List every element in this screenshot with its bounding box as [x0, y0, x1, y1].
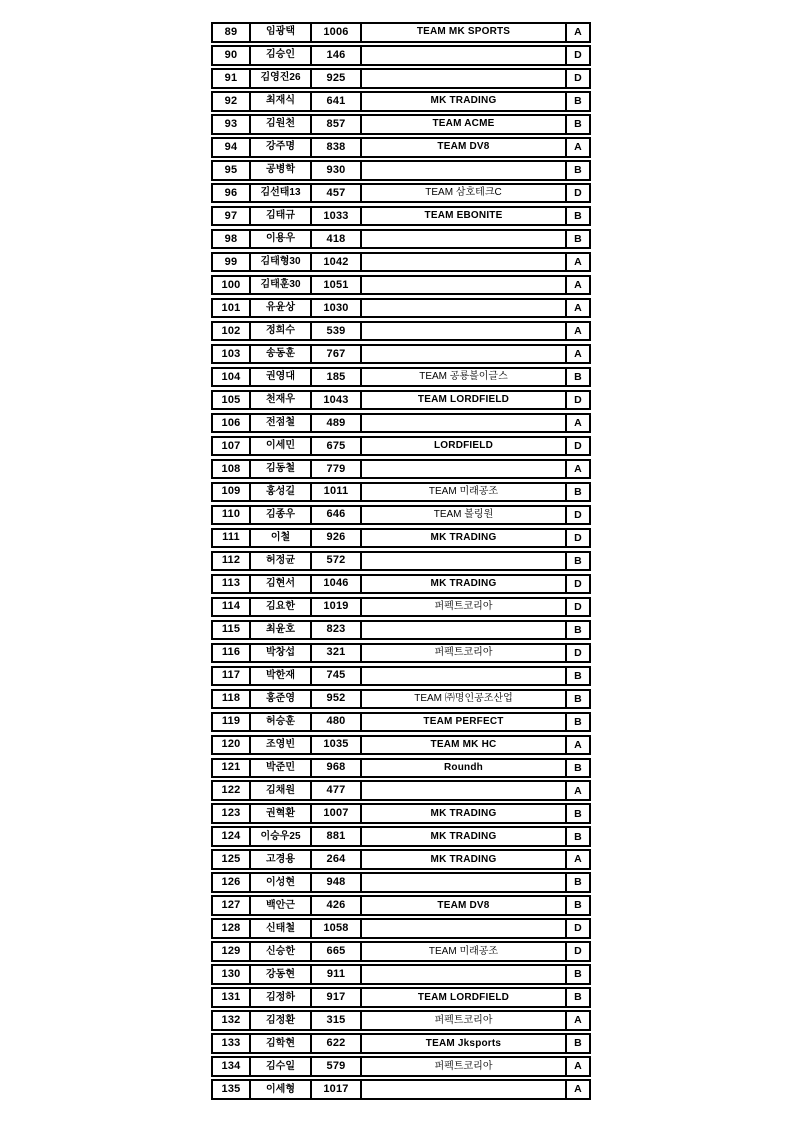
number-cell: 823: [312, 622, 362, 639]
team-cell: TEAM 미래공조: [362, 484, 567, 501]
number-cell: 1058: [312, 920, 362, 937]
team-cell: MK TRADING: [362, 530, 567, 547]
name-cell: 김정하: [251, 989, 312, 1006]
name-cell: 김정환: [251, 1012, 312, 1029]
name-cell: 천재우: [251, 392, 312, 409]
team-cell: [362, 162, 567, 179]
name-cell: 김현서: [251, 576, 312, 593]
team-cell: TEAM ACME: [362, 116, 567, 133]
grade-cell: D: [574, 600, 582, 613]
team-cell: 퍼펙트코리아: [362, 645, 567, 662]
table-row: [211, 895, 591, 916]
table-row: [211, 1056, 591, 1077]
team-cell: TEAM 삼호테크C: [362, 185, 567, 202]
grade-cell: A: [574, 853, 582, 866]
name-cell: 조영빈: [251, 737, 312, 754]
rank-cell: 124: [213, 828, 251, 845]
rank-cell: 119: [213, 714, 251, 731]
grade-cell: A: [574, 278, 582, 291]
number-cell: 881: [312, 828, 362, 845]
number-cell: 1043: [312, 392, 362, 409]
team-cell: [362, 461, 567, 478]
rank-cell: 113: [213, 576, 251, 593]
team-cell: TEAM 미래공조: [362, 943, 567, 960]
team-cell: [362, 1081, 567, 1098]
grade-cell: B: [574, 117, 582, 130]
rank-cell: 104: [213, 369, 251, 386]
team-cell: TEAM PERFECT: [362, 714, 567, 731]
table-row: [211, 1033, 591, 1054]
table-row: [211, 689, 591, 710]
team-cell: [362, 622, 567, 639]
number-cell: 930: [312, 162, 362, 179]
team-cell: TEAM EBONITE: [362, 208, 567, 225]
table-row: [211, 275, 591, 296]
number-cell: 926: [312, 530, 362, 547]
name-cell: 허정균: [251, 553, 312, 570]
grade-cell: B: [574, 899, 582, 912]
grade-cell: D: [574, 945, 582, 958]
grade-cell: A: [574, 738, 582, 751]
number-cell: 917: [312, 989, 362, 1006]
rank-cell: 130: [213, 966, 251, 983]
team-cell: MK TRADING: [362, 805, 567, 822]
rank-cell: 116: [213, 645, 251, 662]
roster-table: [211, 22, 591, 1102]
rank-cell: 132: [213, 1012, 251, 1029]
name-cell: 김승인: [251, 47, 312, 64]
rank-cell: 110: [213, 507, 251, 524]
name-cell: 홍성길: [251, 484, 312, 501]
table-row: [211, 826, 591, 847]
table-row: [211, 872, 591, 893]
number-cell: 146: [312, 47, 362, 64]
number-cell: 925: [312, 70, 362, 87]
table-row: [211, 91, 591, 112]
team-cell: [362, 553, 567, 570]
rank-cell: 134: [213, 1058, 251, 1075]
team-cell: TEAM DV8: [362, 139, 567, 156]
number-cell: 779: [312, 461, 362, 478]
number-cell: 1006: [312, 24, 362, 41]
rank-cell: 94: [213, 139, 251, 156]
table-row: [211, 413, 591, 434]
name-cell: 김태형30: [251, 254, 312, 271]
number-cell: 675: [312, 438, 362, 455]
name-cell: 김원천: [251, 116, 312, 133]
name-cell: 홍준영: [251, 691, 312, 708]
team-cell: [362, 346, 567, 363]
rank-cell: 95: [213, 162, 251, 179]
team-cell: [362, 70, 567, 87]
name-cell: 최윤호: [251, 622, 312, 639]
team-cell: TEAM 공룡볼이글스: [362, 369, 567, 386]
grade-cell: B: [574, 807, 582, 820]
table-row: [211, 849, 591, 870]
table-row: [211, 482, 591, 503]
grade-cell: B: [574, 554, 582, 567]
name-cell: 김요한: [251, 599, 312, 616]
team-cell: TEAM MK HC: [362, 737, 567, 754]
grade-cell: D: [574, 577, 582, 590]
name-cell: 권혁환: [251, 805, 312, 822]
grade-cell: B: [574, 232, 582, 245]
name-cell: 전점철: [251, 415, 312, 432]
name-cell: 이철: [251, 530, 312, 547]
number-cell: 185: [312, 369, 362, 386]
team-cell: [362, 920, 567, 937]
number-cell: 539: [312, 323, 362, 340]
number-cell: 968: [312, 760, 362, 777]
grade-cell: A: [574, 1060, 582, 1073]
team-cell: TEAM ㈜명인공조산업: [362, 691, 567, 708]
table-row: [211, 712, 591, 733]
team-cell: Roundh: [362, 760, 567, 777]
rank-cell: 91: [213, 70, 251, 87]
table-row: [211, 367, 591, 388]
rank-cell: 111: [213, 530, 251, 547]
name-cell: 백안근: [251, 897, 312, 914]
rank-cell: 93: [213, 116, 251, 133]
table-row: [211, 505, 591, 526]
number-cell: 457: [312, 185, 362, 202]
table-row: [211, 68, 591, 89]
number-cell: 1042: [312, 254, 362, 271]
number-cell: 646: [312, 507, 362, 524]
rank-cell: 108: [213, 461, 251, 478]
rank-cell: 122: [213, 782, 251, 799]
grade-cell: D: [574, 646, 582, 659]
rank-cell: 120: [213, 737, 251, 754]
name-cell: 권영대: [251, 369, 312, 386]
number-cell: 489: [312, 415, 362, 432]
number-cell: 1035: [312, 737, 362, 754]
team-cell: MK TRADING: [362, 93, 567, 110]
name-cell: 이세민: [251, 438, 312, 455]
grade-cell: A: [574, 416, 582, 429]
table-row: [211, 22, 591, 43]
table-row: [211, 528, 591, 549]
rank-cell: 135: [213, 1081, 251, 1098]
table-row: [211, 160, 591, 181]
grade-cell: A: [574, 784, 582, 797]
table-row: [211, 436, 591, 457]
grade-cell: A: [574, 347, 582, 360]
rank-cell: 123: [213, 805, 251, 822]
grade-cell: B: [574, 715, 582, 728]
number-cell: 1007: [312, 805, 362, 822]
rank-cell: 118: [213, 691, 251, 708]
grade-cell: B: [574, 968, 582, 981]
table-row: [211, 390, 591, 411]
table-row: [211, 344, 591, 365]
team-cell: TEAM 볼링원: [362, 507, 567, 524]
team-cell: [362, 254, 567, 271]
number-cell: 480: [312, 714, 362, 731]
name-cell: 신태철: [251, 920, 312, 937]
name-cell: 강동현: [251, 966, 312, 983]
rank-cell: 105: [213, 392, 251, 409]
grade-cell: A: [574, 1083, 582, 1096]
number-cell: 1033: [312, 208, 362, 225]
grade-cell: D: [574, 393, 582, 406]
rank-cell: 133: [213, 1035, 251, 1052]
team-cell: [362, 231, 567, 248]
table-row: [211, 298, 591, 319]
team-cell: [362, 415, 567, 432]
table-row: [211, 45, 591, 66]
table-row: [211, 229, 591, 250]
rank-cell: 114: [213, 599, 251, 616]
number-cell: 1030: [312, 300, 362, 317]
team-cell: [362, 874, 567, 891]
rank-cell: 99: [213, 254, 251, 271]
table-row: [211, 114, 591, 135]
number-cell: 911: [312, 966, 362, 983]
name-cell: 이세형: [251, 1081, 312, 1098]
grade-cell: A: [574, 140, 582, 153]
number-cell: 952: [312, 691, 362, 708]
team-cell: MK TRADING: [362, 851, 567, 868]
table-row: [211, 620, 591, 641]
grade-cell: A: [574, 1014, 582, 1027]
team-cell: TEAM DV8: [362, 897, 567, 914]
team-cell: 퍼펙트코리아: [362, 1012, 567, 1029]
grade-cell: D: [574, 49, 582, 62]
rank-cell: 112: [213, 553, 251, 570]
name-cell: 최재식: [251, 93, 312, 110]
number-cell: 622: [312, 1035, 362, 1052]
name-cell: 김태훈30: [251, 277, 312, 294]
table-row: [211, 252, 591, 273]
rank-cell: 115: [213, 622, 251, 639]
rank-cell: 96: [213, 185, 251, 202]
name-cell: 김태규: [251, 208, 312, 225]
team-cell: [362, 782, 567, 799]
name-cell: 공병학: [251, 162, 312, 179]
table-row: [211, 1010, 591, 1031]
table-row: [211, 918, 591, 939]
number-cell: 857: [312, 116, 362, 133]
team-cell: TEAM LORDFIELD: [362, 989, 567, 1006]
team-cell: LORDFIELD: [362, 438, 567, 455]
rank-cell: 109: [213, 484, 251, 501]
rank-cell: 131: [213, 989, 251, 1006]
number-cell: 572: [312, 553, 362, 570]
table-row: [211, 574, 591, 595]
table-row: [211, 551, 591, 572]
rank-cell: 106: [213, 415, 251, 432]
rank-cell: 97: [213, 208, 251, 225]
team-cell: [362, 323, 567, 340]
name-cell: 김채원: [251, 782, 312, 799]
name-cell: 송동훈: [251, 346, 312, 363]
number-cell: 315: [312, 1012, 362, 1029]
name-cell: 임광택: [251, 24, 312, 41]
rank-cell: 90: [213, 47, 251, 64]
grade-cell: D: [574, 531, 582, 544]
grade-cell: B: [574, 95, 582, 107]
name-cell: 이용우: [251, 231, 312, 248]
rank-cell: 129: [213, 943, 251, 960]
table-row: [211, 666, 591, 687]
name-cell: 박준민: [251, 760, 312, 777]
name-cell: 이승우25: [251, 828, 312, 845]
grade-cell: D: [574, 508, 582, 521]
team-cell: [362, 966, 567, 983]
number-cell: 767: [312, 346, 362, 363]
name-cell: 김수일: [251, 1058, 312, 1075]
name-cell: 강주명: [251, 139, 312, 156]
grade-cell: B: [574, 623, 582, 636]
number-cell: 1011: [312, 484, 362, 501]
grade-cell: B: [574, 485, 582, 498]
name-cell: 유윤상: [251, 300, 312, 317]
grade-cell: A: [574, 462, 582, 475]
table-row: [211, 941, 591, 962]
rank-cell: 103: [213, 346, 251, 363]
table-row: [211, 643, 591, 664]
table-row: [211, 321, 591, 342]
team-cell: TEAM Jksports: [362, 1035, 567, 1052]
name-cell: 김동철: [251, 461, 312, 478]
grade-cell: B: [574, 761, 582, 774]
table-row: [211, 206, 591, 227]
name-cell: 고경용: [251, 851, 312, 868]
table-row: [211, 758, 591, 779]
number-cell: 1017: [312, 1081, 362, 1098]
number-cell: 321: [312, 645, 362, 662]
team-cell: [362, 47, 567, 64]
table-row: [211, 780, 591, 801]
rank-cell: 89: [213, 24, 251, 41]
number-cell: 264: [312, 851, 362, 868]
name-cell: 허승훈: [251, 714, 312, 731]
grade-cell: A: [574, 324, 582, 337]
grade-cell: B: [574, 209, 582, 222]
team-cell: 퍼펙트코리아: [362, 599, 567, 616]
number-cell: 426: [312, 897, 362, 914]
team-cell: 퍼펙트코리아: [362, 1058, 567, 1075]
grade-cell: D: [574, 72, 582, 85]
grade-cell: B: [574, 669, 582, 682]
number-cell: 1046: [312, 576, 362, 593]
table-row: [211, 597, 591, 618]
rank-cell: 107: [213, 438, 251, 455]
table-row: [211, 459, 591, 480]
rank-cell: 102: [213, 323, 251, 340]
number-cell: 477: [312, 782, 362, 799]
number-cell: 1051: [312, 277, 362, 294]
rank-cell: 127: [213, 897, 251, 914]
rank-cell: 121: [213, 760, 251, 777]
number-cell: 418: [312, 231, 362, 248]
name-cell: 이성현: [251, 874, 312, 891]
table-row: [211, 964, 591, 985]
name-cell: 김학현: [251, 1035, 312, 1052]
grade-cell: A: [574, 26, 582, 39]
number-cell: 579: [312, 1058, 362, 1075]
table-row: [211, 987, 591, 1008]
grade-cell: B: [574, 163, 582, 176]
rank-cell: 126: [213, 874, 251, 891]
grade-cell: B: [574, 991, 582, 1004]
name-cell: 신승한: [251, 943, 312, 960]
grade-cell: A: [574, 301, 582, 314]
table-row: [211, 137, 591, 158]
table-row: [211, 1079, 591, 1100]
rank-cell: 128: [213, 920, 251, 937]
rank-cell: 100: [213, 277, 251, 294]
rank-cell: 101: [213, 300, 251, 317]
name-cell: 박창섭: [251, 645, 312, 662]
name-cell: 김종우: [251, 507, 312, 524]
number-cell: 1019: [312, 599, 362, 616]
grade-cell: B: [574, 876, 582, 889]
rank-cell: 125: [213, 851, 251, 868]
grade-cell: B: [574, 692, 582, 705]
team-cell: [362, 277, 567, 294]
grade-cell: D: [574, 439, 582, 452]
rank-cell: 117: [213, 668, 251, 685]
number-cell: 665: [312, 943, 362, 960]
team-cell: MK TRADING: [362, 576, 567, 593]
grade-cell: B: [574, 370, 582, 383]
grade-cell: B: [574, 830, 582, 843]
name-cell: 정희수: [251, 323, 312, 340]
number-cell: 948: [312, 874, 362, 891]
grade-cell: A: [574, 255, 582, 268]
grade-cell: D: [574, 186, 582, 199]
table-row: [211, 183, 591, 204]
rank-cell: 98: [213, 231, 251, 248]
rank-cell: 92: [213, 93, 251, 110]
table-row: [211, 803, 591, 824]
number-cell: 641: [312, 93, 362, 110]
team-cell: [362, 668, 567, 685]
name-cell: 김선태13: [251, 185, 312, 202]
name-cell: 김영진26: [251, 70, 312, 87]
grade-cell: D: [574, 922, 582, 935]
grade-cell: B: [574, 1037, 582, 1050]
team-cell: TEAM MK SPORTS: [362, 24, 567, 41]
name-cell: 박한재: [251, 668, 312, 685]
number-cell: 838: [312, 139, 362, 156]
team-cell: TEAM LORDFIELD: [362, 392, 567, 409]
team-cell: MK TRADING: [362, 828, 567, 845]
team-cell: [362, 300, 567, 317]
table-row: [211, 735, 591, 756]
number-cell: 745: [312, 668, 362, 685]
